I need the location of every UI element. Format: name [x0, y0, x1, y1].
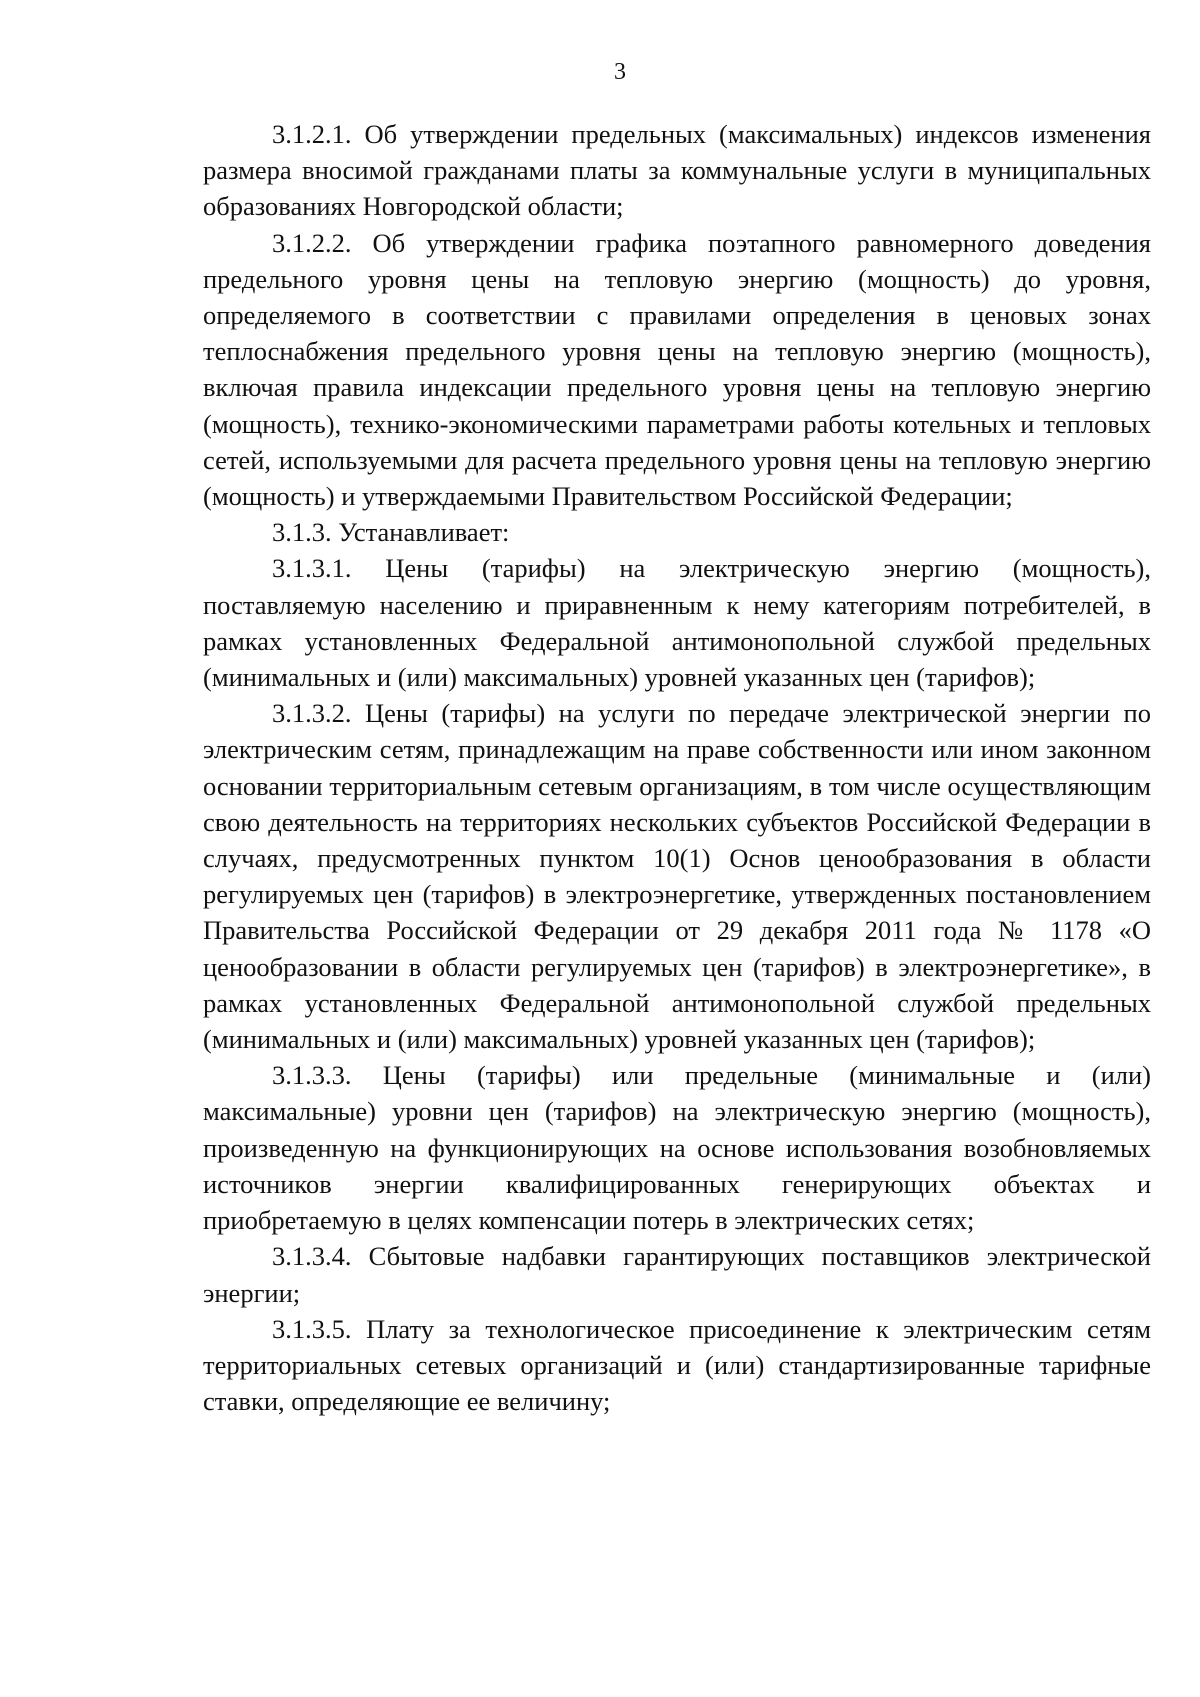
paragraph-3-1-3-1: 3.1.3.1. Цены (тарифы) на электрическую энергию (мощность), поставляемую населению и приравненным к нему категориям потребителей, в рамках установленных Федеральной антимонопольной службой предельных (минимальных и (или) максимальных) уровней указанных цен (тарифов);: [203, 553, 1151, 693]
page-number: 3: [614, 59, 626, 85]
paragraph-3-1-3-2: 3.1.3.2. Цены (тарифы) на услуги по передаче электрической энергии по электрическим сетям, принадлежащим на праве собственности или ином законном основании территориальным сетевым организациям, в том числе осуществляющим свою деятельность на территориях нескольких субъектов Российской Федерации в случаях, предусмотренных пунктом 10(1) Основ ценообразования в области регулируемых цен (тарифов) в электроэнергетике, утвержденных постановлением Правительства Российской Федерации от 29 декабря 2011 года № 1178 «О ценообразовании в области регулируемых цен (тарифов) в электроэнергетике», в рамках установленных Федеральной антимонопольной службой предельных (минимальных и (или) максимальных) уровней указанных цен (тарифов);: [203, 698, 1151, 1055]
paragraph-3-1-3: 3.1.3. Устанавливает:: [272, 517, 510, 548]
paragraph-3-1-3-5: 3.1.3.5. Плату за технологическое присоединение к электрическим сетям территориальных сетевых организаций и (или) стандартизированные тарифные ставки, определяющие ее величину;: [203, 1313, 1151, 1417]
paragraph-3-1-3-3: 3.1.3.3. Цены (тарифы) или предельные (минимальные и (или) максимальные) уровни цен (тарифов) на электрическую энергию (мощность), произведенную на функционирующих на основе использования возобновляемых источников энергии квалифицированных генерирующих объектах и приобретаемую в целях компенсации потерь в электрических сетях;: [203, 1060, 1151, 1236]
paragraph-3-1-2-1: 3.1.2.1. Об утверждении предельных (максимальных) индексов изменения размера вносимой гражданами платы за коммунальные услуги в муниципальных образованиях Новгородской области;: [203, 119, 1151, 222]
document-body: [203, 116, 1151, 1419]
paragraph-3-1-3-4: 3.1.3.4. Сбытовые надбавки гарантирующих поставщиков электрической энергии;: [203, 1241, 1151, 1308]
paragraph-3-1-2-2: 3.1.2.2. Об утверждении графика поэтапного равномерного доведения предельного уровня цены на тепловую энергию (мощность) до уровня, определяемого в соответствии с правилами определения в ценовых зонах теплоснабжения предельного уровня цены на тепловую энергию (мощность), включая правила индексации предельного уровня цены на тепловую энергию (мощность), технико-экономическими параметрами работы котельных и тепловых сетей, используемыми для расчета предельного уровня цены на тепловую энергию (мощность) и утверждаемыми Правительством Российской Федерации;: [203, 227, 1151, 512]
